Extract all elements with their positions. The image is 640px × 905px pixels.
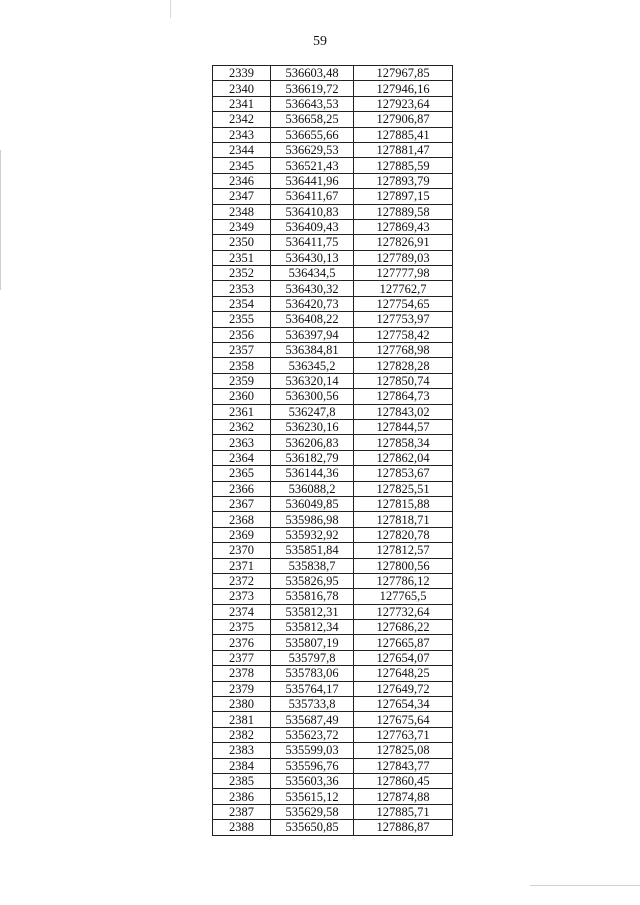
y-coordinate-cell: 127874,88 xyxy=(354,789,453,804)
y-coordinate-cell: 127853,67 xyxy=(354,466,453,481)
table-row xyxy=(213,527,453,542)
point-number-cell: 2348 xyxy=(213,204,271,219)
y-coordinate-cell: 127885,41 xyxy=(354,127,453,142)
scan-artifact-left xyxy=(0,150,1,290)
point-number-cell: 2351 xyxy=(213,250,271,265)
y-coordinate-cell: 127885,71 xyxy=(354,804,453,819)
x-coordinate-cell: 535596,76 xyxy=(271,758,354,773)
x-coordinate-cell: 535615,12 xyxy=(271,789,354,804)
point-number-cell: 2349 xyxy=(213,219,271,234)
point-number-cell: 2370 xyxy=(213,543,271,558)
point-number-cell: 2386 xyxy=(213,789,271,804)
y-coordinate-cell: 127844,57 xyxy=(354,419,453,434)
x-coordinate-cell: 536247,8 xyxy=(271,404,354,419)
point-number-cell: 2367 xyxy=(213,496,271,511)
y-coordinate-cell: 127786,12 xyxy=(354,573,453,588)
point-number-cell: 2372 xyxy=(213,573,271,588)
y-coordinate-cell: 127967,85 xyxy=(354,66,453,81)
point-number-cell: 2362 xyxy=(213,419,271,434)
table-row xyxy=(213,419,453,434)
y-coordinate-cell: 127893,79 xyxy=(354,173,453,188)
x-coordinate-cell: 536411,75 xyxy=(271,235,354,250)
table-row xyxy=(213,697,453,712)
y-coordinate-cell: 127850,74 xyxy=(354,373,453,388)
point-number-cell: 2339 xyxy=(213,66,271,81)
x-coordinate-cell: 535932,92 xyxy=(271,527,354,542)
point-number-cell: 2371 xyxy=(213,558,271,573)
table-row xyxy=(213,496,453,511)
x-coordinate-cell: 536643,53 xyxy=(271,96,354,111)
x-coordinate-cell: 536182,79 xyxy=(271,450,354,465)
y-coordinate-cell: 127815,88 xyxy=(354,496,453,511)
point-number-cell: 2341 xyxy=(213,96,271,111)
table-row xyxy=(213,635,453,650)
point-number-cell: 2365 xyxy=(213,466,271,481)
y-coordinate-cell: 127826,91 xyxy=(354,235,453,250)
y-coordinate-cell: 127753,97 xyxy=(354,312,453,327)
x-coordinate-cell: 536430,13 xyxy=(271,250,354,265)
x-coordinate-cell: 536320,14 xyxy=(271,373,354,388)
table-row xyxy=(213,281,453,296)
table-row xyxy=(213,66,453,81)
x-coordinate-cell: 536411,67 xyxy=(271,189,354,204)
point-number-cell: 2379 xyxy=(213,681,271,696)
y-coordinate-cell: 127862,04 xyxy=(354,450,453,465)
y-coordinate-cell: 127777,98 xyxy=(354,266,453,281)
x-coordinate-cell: 535783,06 xyxy=(271,666,354,681)
point-number-cell: 2381 xyxy=(213,712,271,727)
y-coordinate-cell: 127800,56 xyxy=(354,558,453,573)
x-coordinate-cell: 535826,95 xyxy=(271,573,354,588)
x-coordinate-cell: 536300,56 xyxy=(271,389,354,404)
x-coordinate-cell: 535838,7 xyxy=(271,558,354,573)
point-number-cell: 2383 xyxy=(213,743,271,758)
table-row xyxy=(213,312,453,327)
point-number-cell: 2387 xyxy=(213,804,271,819)
table-row xyxy=(213,466,453,481)
point-number-cell: 2363 xyxy=(213,435,271,450)
table-row xyxy=(213,435,453,450)
point-number-cell: 2358 xyxy=(213,358,271,373)
x-coordinate-cell: 536434,5 xyxy=(271,266,354,281)
table-row xyxy=(213,235,453,250)
table-row xyxy=(213,389,453,404)
point-number-cell: 2361 xyxy=(213,404,271,419)
table-row xyxy=(213,512,453,527)
x-coordinate-cell: 535687,49 xyxy=(271,712,354,727)
x-coordinate-cell: 536384,81 xyxy=(271,343,354,358)
table-row xyxy=(213,358,453,373)
point-number-cell: 2385 xyxy=(213,773,271,788)
table-row xyxy=(213,373,453,388)
point-number-cell: 2355 xyxy=(213,312,271,327)
y-coordinate-cell: 127818,71 xyxy=(354,512,453,527)
table-row xyxy=(213,558,453,573)
table-row xyxy=(213,758,453,773)
x-coordinate-cell: 535623,72 xyxy=(271,727,354,742)
x-coordinate-cell: 536049,85 xyxy=(271,496,354,511)
y-coordinate-cell: 127946,16 xyxy=(354,81,453,96)
x-coordinate-cell: 536345,2 xyxy=(271,358,354,373)
table-row xyxy=(213,820,453,835)
y-coordinate-cell: 127886,87 xyxy=(354,820,453,835)
x-coordinate-cell: 535816,78 xyxy=(271,589,354,604)
point-number-cell: 2342 xyxy=(213,112,271,127)
table-row xyxy=(213,189,453,204)
point-number-cell: 2360 xyxy=(213,389,271,404)
y-coordinate-cell: 127732,64 xyxy=(354,604,453,619)
y-coordinate-cell: 127665,87 xyxy=(354,635,453,650)
x-coordinate-cell: 535733,8 xyxy=(271,697,354,712)
y-coordinate-cell: 127763,71 xyxy=(354,727,453,742)
point-number-cell: 2368 xyxy=(213,512,271,527)
x-coordinate-cell: 535851,84 xyxy=(271,543,354,558)
y-coordinate-cell: 127654,34 xyxy=(354,697,453,712)
table-row xyxy=(213,604,453,619)
table-row xyxy=(213,173,453,188)
x-coordinate-cell: 536655,66 xyxy=(271,127,354,142)
point-number-cell: 2366 xyxy=(213,481,271,496)
scan-artifact-top xyxy=(170,0,171,18)
y-coordinate-cell: 127649,72 xyxy=(354,681,453,696)
point-number-cell: 2374 xyxy=(213,604,271,619)
point-number-cell: 2375 xyxy=(213,620,271,635)
y-coordinate-cell: 127654,07 xyxy=(354,650,453,665)
point-number-cell: 2340 xyxy=(213,81,271,96)
y-coordinate-cell: 127858,34 xyxy=(354,435,453,450)
x-coordinate-cell: 536144,36 xyxy=(271,466,354,481)
y-coordinate-cell: 127843,77 xyxy=(354,758,453,773)
point-number-cell: 2376 xyxy=(213,635,271,650)
point-number-cell: 2378 xyxy=(213,666,271,681)
table-row xyxy=(213,327,453,342)
y-coordinate-cell: 127885,59 xyxy=(354,158,453,173)
table-row xyxy=(213,589,453,604)
point-number-cell: 2373 xyxy=(213,589,271,604)
x-coordinate-cell: 536658,25 xyxy=(271,112,354,127)
table-row xyxy=(213,543,453,558)
y-coordinate-cell: 127843,02 xyxy=(354,404,453,419)
table-row xyxy=(213,404,453,419)
table-row xyxy=(213,204,453,219)
coordinates-table xyxy=(212,65,453,836)
table-row xyxy=(213,789,453,804)
point-number-cell: 2352 xyxy=(213,266,271,281)
table-row xyxy=(213,481,453,496)
point-number-cell: 2345 xyxy=(213,158,271,173)
x-coordinate-cell: 535807,19 xyxy=(271,635,354,650)
y-coordinate-cell: 127789,03 xyxy=(354,250,453,265)
point-number-cell: 2350 xyxy=(213,235,271,250)
point-number-cell: 2380 xyxy=(213,697,271,712)
y-coordinate-cell: 127825,08 xyxy=(354,743,453,758)
point-number-cell: 2347 xyxy=(213,189,271,204)
y-coordinate-cell: 127820,78 xyxy=(354,527,453,542)
x-coordinate-cell: 535629,58 xyxy=(271,804,354,819)
x-coordinate-cell: 535599,03 xyxy=(271,743,354,758)
table-row xyxy=(213,250,453,265)
y-coordinate-cell: 127768,98 xyxy=(354,343,453,358)
table-row xyxy=(213,773,453,788)
x-coordinate-cell: 536430,32 xyxy=(271,281,354,296)
x-coordinate-cell: 536441,96 xyxy=(271,173,354,188)
point-number-cell: 2356 xyxy=(213,327,271,342)
y-coordinate-cell: 127812,57 xyxy=(354,543,453,558)
table-row xyxy=(213,96,453,111)
point-number-cell: 2354 xyxy=(213,296,271,311)
x-coordinate-cell: 535812,31 xyxy=(271,604,354,619)
y-coordinate-cell: 127923,64 xyxy=(354,96,453,111)
table-row xyxy=(213,266,453,281)
y-coordinate-cell: 127889,58 xyxy=(354,204,453,219)
point-number-cell: 2359 xyxy=(213,373,271,388)
x-coordinate-cell: 536088,2 xyxy=(271,481,354,496)
point-number-cell: 2369 xyxy=(213,527,271,542)
x-coordinate-cell: 536521,43 xyxy=(271,158,354,173)
y-coordinate-cell: 127758,42 xyxy=(354,327,453,342)
table-row xyxy=(213,142,453,157)
table-row xyxy=(213,296,453,311)
point-number-cell: 2353 xyxy=(213,281,271,296)
table-row xyxy=(213,727,453,742)
y-coordinate-cell: 127881,47 xyxy=(354,142,453,157)
y-coordinate-cell: 127648,25 xyxy=(354,666,453,681)
table-row xyxy=(213,620,453,635)
table-row xyxy=(213,804,453,819)
table-row xyxy=(213,112,453,127)
x-coordinate-cell: 536603,48 xyxy=(271,66,354,81)
x-coordinate-cell: 535797,8 xyxy=(271,650,354,665)
coordinates-table-body xyxy=(213,66,453,836)
y-coordinate-cell: 127906,87 xyxy=(354,112,453,127)
x-coordinate-cell: 536410,83 xyxy=(271,204,354,219)
point-number-cell: 2388 xyxy=(213,820,271,835)
x-coordinate-cell: 536230,16 xyxy=(271,419,354,434)
table-row xyxy=(213,127,453,142)
point-number-cell: 2384 xyxy=(213,758,271,773)
table-row xyxy=(213,219,453,234)
table-row xyxy=(213,650,453,665)
x-coordinate-cell: 536397,94 xyxy=(271,327,354,342)
x-coordinate-cell: 536629,53 xyxy=(271,142,354,157)
point-number-cell: 2377 xyxy=(213,650,271,665)
x-coordinate-cell: 535986,98 xyxy=(271,512,354,527)
x-coordinate-cell: 536420,73 xyxy=(271,296,354,311)
page-number: 59 xyxy=(313,34,327,49)
table-row xyxy=(213,666,453,681)
x-coordinate-cell: 535764,17 xyxy=(271,681,354,696)
point-number-cell: 2343 xyxy=(213,127,271,142)
y-coordinate-cell: 127825,51 xyxy=(354,481,453,496)
point-number-cell: 2364 xyxy=(213,450,271,465)
y-coordinate-cell: 127686,22 xyxy=(354,620,453,635)
y-coordinate-cell: 127754,65 xyxy=(354,296,453,311)
point-number-cell: 2346 xyxy=(213,173,271,188)
y-coordinate-cell: 127765,5 xyxy=(354,589,453,604)
x-coordinate-cell: 536619,72 xyxy=(271,81,354,96)
y-coordinate-cell: 127828,28 xyxy=(354,358,453,373)
y-coordinate-cell: 127762,7 xyxy=(354,281,453,296)
x-coordinate-cell: 535603,36 xyxy=(271,773,354,788)
table-row xyxy=(213,158,453,173)
table-row xyxy=(213,81,453,96)
table-row xyxy=(213,450,453,465)
point-number-cell: 2357 xyxy=(213,343,271,358)
y-coordinate-cell: 127869,43 xyxy=(354,219,453,234)
table-row xyxy=(213,743,453,758)
y-coordinate-cell: 127675,64 xyxy=(354,712,453,727)
x-coordinate-cell: 535812,34 xyxy=(271,620,354,635)
point-number-cell: 2382 xyxy=(213,727,271,742)
x-coordinate-cell: 536408,22 xyxy=(271,312,354,327)
y-coordinate-cell: 127897,15 xyxy=(354,189,453,204)
table-row xyxy=(213,712,453,727)
table-row xyxy=(213,573,453,588)
table-row xyxy=(213,681,453,696)
x-coordinate-cell: 535650,85 xyxy=(271,820,354,835)
y-coordinate-cell: 127860,45 xyxy=(354,773,453,788)
table-row xyxy=(213,343,453,358)
point-number-cell: 2344 xyxy=(213,142,271,157)
scan-artifact-bottom xyxy=(530,885,640,886)
x-coordinate-cell: 536206,83 xyxy=(271,435,354,450)
x-coordinate-cell: 536409,43 xyxy=(271,219,354,234)
y-coordinate-cell: 127864,73 xyxy=(354,389,453,404)
